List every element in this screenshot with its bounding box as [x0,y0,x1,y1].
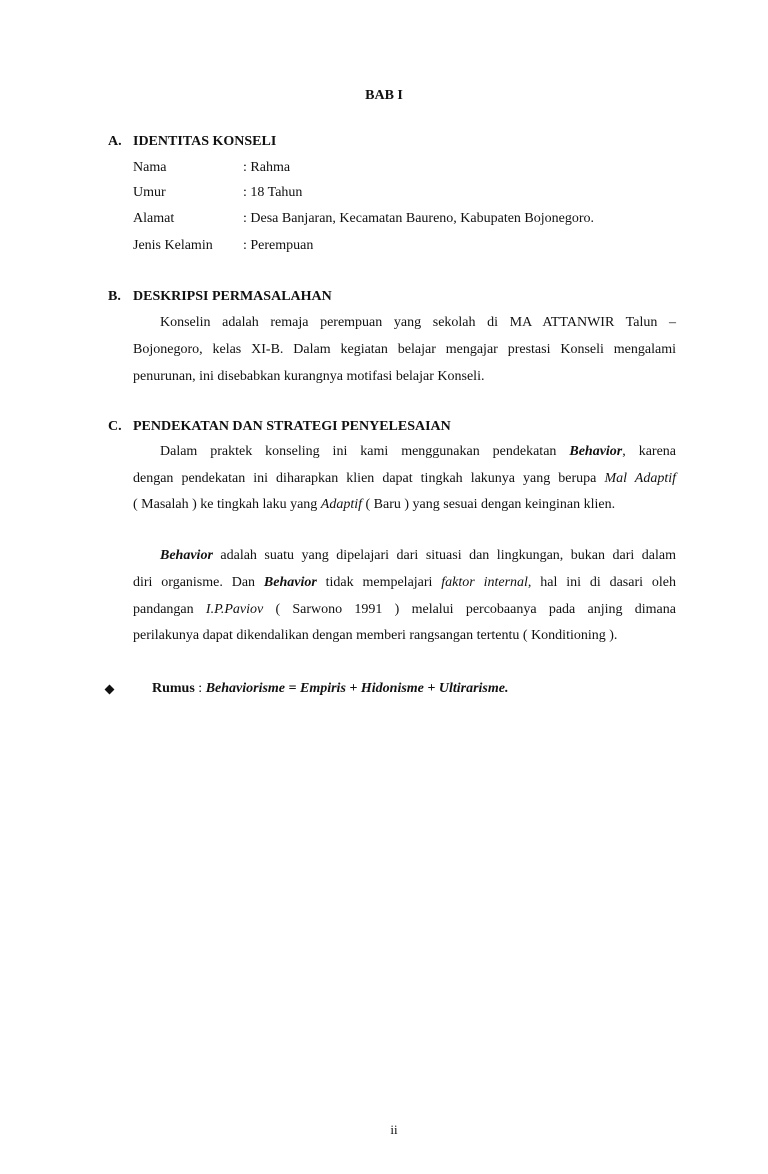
page-number: ii [390,1122,398,1137]
section-b-paragraph-line: penurunan, ini disebabkan kurangnya motifasi belajar Konseli. [133,369,485,384]
diamond-bullet-icon [105,685,115,695]
section-c-letter: C. [108,419,122,434]
section-c-p1-line-1 [160,444,676,460]
section-b-letter: B. [108,289,121,304]
section-c-p2-line-3 [133,602,676,618]
emphasis-mal-adaptif: Mal Adaptif [604,471,676,486]
emphasis-behavior: Behavior [569,444,623,459]
identity-label-jenis-kelamin: Jenis Kelamin [133,238,213,253]
section-c-p1-line-3 [133,497,676,513]
text-run: adalah suatu yang dipelajari dari situasi dan lingkungan, bukan dari dalam [212,548,676,563]
section-c-p2-line-4: perilakunya dapat dikendalikan dengan memberi rangsangan tertentu ( Konditioning ). [133,628,618,643]
text-run: ( Baru ) yang sesuai dengan keinginan klien. [362,497,616,512]
identity-label-alamat: Alamat [133,211,175,226]
identity-label-umur: Umur [133,185,166,200]
emphasis-paviov: I.P.Paviov [205,602,264,617]
section-c-p2-line-1 [160,548,676,564]
identity-value-alamat: : Desa Banjaran, Kecamatan Baureno, Kabupaten Bojonegoro. [243,211,595,226]
identity-value-jenis-kelamin: : Perempuan [243,238,314,253]
text-run: tidak mempelajari [316,575,442,590]
emphasis-behavior: Behavior [160,548,213,563]
section-a-letter: A. [108,134,122,149]
section-c-p1-line-2 [133,471,676,487]
rumus-separator: : [194,681,206,696]
page-title: BAB I [365,88,403,103]
text-run: ( Masalah ) ke tingkah laku yang [133,497,321,512]
section-c-title: PENDEKATAN DAN STRATEGI PENYELESAIAN [133,419,451,434]
rumus-line [152,681,508,697]
section-c-p2-line-2 [133,575,676,591]
text-run: , hal ini di dasari oleh [527,575,676,590]
section-b-title: DESKRIPSI PERMASALAHAN [133,289,332,304]
emphasis-behavior: Behavior [263,575,317,590]
text-run: dengan pendekatan ini diharapkan klien dapat tingkah lakunya yang berupa [133,471,605,486]
text-run: pandangan [133,602,206,617]
text-run: Dalam praktek konseling ini kami menggunakan pendekatan [160,444,570,459]
identity-label-nama: Nama [133,160,167,175]
emphasis-faktor-internal: faktor internal [441,575,528,590]
section-b-paragraph-line: Konselin adalah remaja perempuan yang sekolah di MA ATTANWIR Talun – [160,315,676,330]
identity-value-nama: : Rahma [243,160,291,175]
bullet-icon [106,682,113,698]
text-run: , karena [622,444,676,459]
text-run: diri organisme. Dan [133,575,264,590]
section-a-title: IDENTITAS KONSELI [133,134,277,149]
rumus-label: Rumus [152,681,195,696]
identity-value-umur: : 18 Tahun [243,185,303,200]
section-b-paragraph-line: Bojonegoro, kelas XI-B. Dalam kegiatan belajar mengajar prestasi Konseli mengalami [133,342,676,357]
text-run: ( Sarwono 1991 ) melalui percobaanya pada anjing dimana [263,602,676,617]
rumus-formula: Behaviorisme = Empiris + Hidonisme + Ultirarisme. [205,681,509,696]
emphasis-adaptif: Adaptif [320,497,363,512]
